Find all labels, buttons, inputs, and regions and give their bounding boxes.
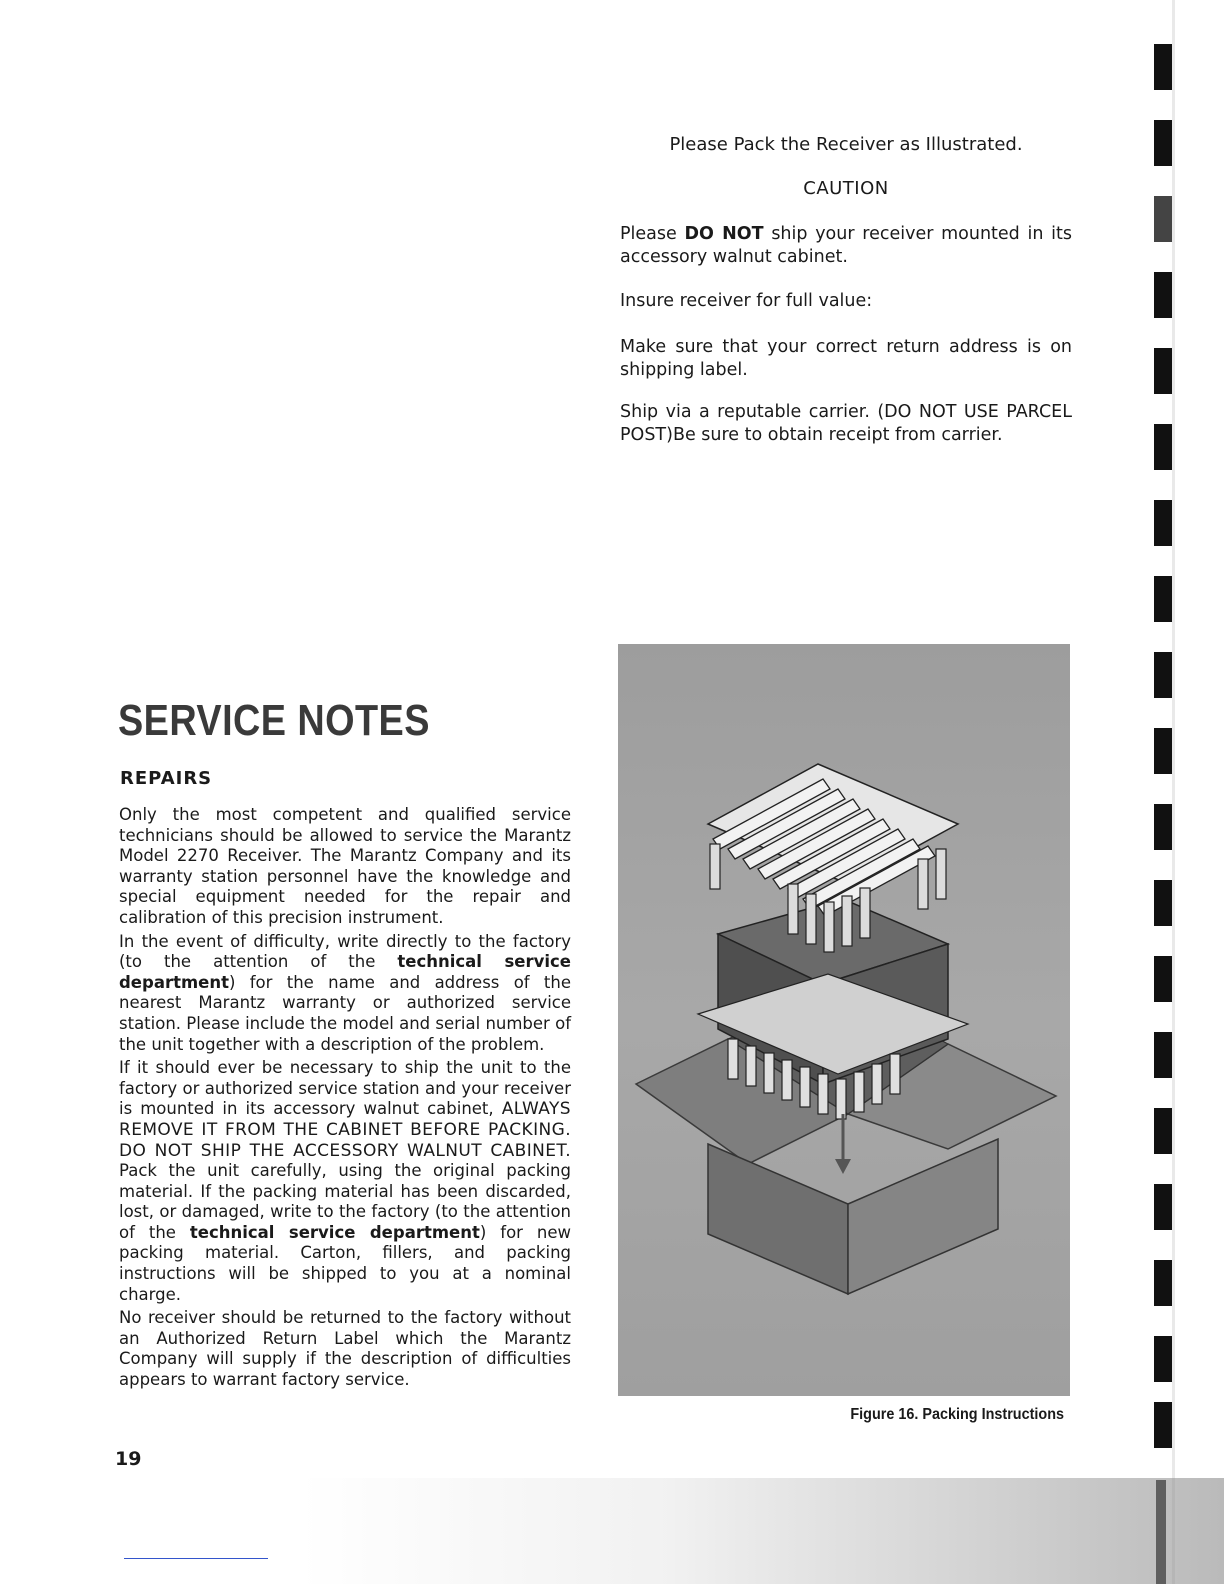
spiral-binding [1144,0,1224,1584]
text-run: Please [620,224,685,244]
text-run: ) for new packing material. Carton, fillers, and packing instructions will be shipped to you at a nominal charge. [119,1222,571,1304]
caution-paragraph-cabinet [620,223,1072,269]
pack-instruction-title: Please Pack the Receiver as Illustrated. [669,134,1023,155]
repairs-paragraph-2 [119,932,571,1056]
section-subtitle: REPAIRS [120,768,213,789]
footer-divider [124,1558,268,1559]
text-run: Ship via a reputable carrier. (DO NOT USE PARCEL POST) [620,402,1072,445]
emphasis-department: technical service department [189,1222,480,1242]
caution-heading: CAUTION [803,178,889,199]
section-title: SERVICE NOTES [118,696,430,745]
text-run: Pack the unit carefully, using the original packing material. If the packing material has been discarded, lost, or damaged, write to the factory (to the attention of the [119,1161,571,1242]
emphasis-department: technical service department [119,952,571,992]
repairs-paragraph-1: Only the most competent and qualified service technicians should be allowed to service the Marantz Model 2270 Receiver. The Marantz Company and its warranty station personnel have the knowledge and special equipment needed for the repair and calibration of this precision instrument. [119,805,571,927]
page-number: 19 [115,1448,142,1470]
packing-diagram [618,644,1070,1396]
repairs-paragraph-3 [119,1058,571,1305]
text-run: ship your receiver mounted in its accessory walnut cabinet. [620,224,1072,267]
packing-illustration [618,644,1070,1396]
caution-paragraph-insure: Insure receiver for full value: [620,291,873,311]
text-run: If it should ever be necessary to ship the unit to the factory or authorized service station and your receiver is mounted in its accessory walnut cabinet, [119,1058,571,1119]
repairs-paragraph-4: No receiver should be returned to the factory without an Authorized Return Label which the Marantz Company will supply if the description of difficulties appears to warrant factory service. [119,1308,571,1390]
caution-paragraph-address: Make sure that your correct return address is on shipping label. [620,337,1072,380]
text-run: In the event of difficulty, write directly to the factory (to the attention of the [119,931,571,972]
text-run: ) for the name and address of the nearest Marantz warranty or authorized service station. Please include the model and serial number of the unit together with a description of the problem. [119,972,571,1054]
page-shadow [300,1478,1224,1584]
repairs-body [119,805,571,1394]
figure-caption: Figure 16. Packing Instructions [850,1406,1064,1423]
emphasis-do-not: DO NOT [684,224,764,244]
text-run: Be sure to obtain receipt from carrier. [672,425,1003,445]
caution-paragraph-carrier [620,401,1072,447]
emphasis-cabinet-warning: ALWAYS REMOVE IT FROM THE CABINET BEFORE PACKING. DO NOT SHIP THE ACCESSORY WALNUT CABINET. [119,1099,571,1161]
